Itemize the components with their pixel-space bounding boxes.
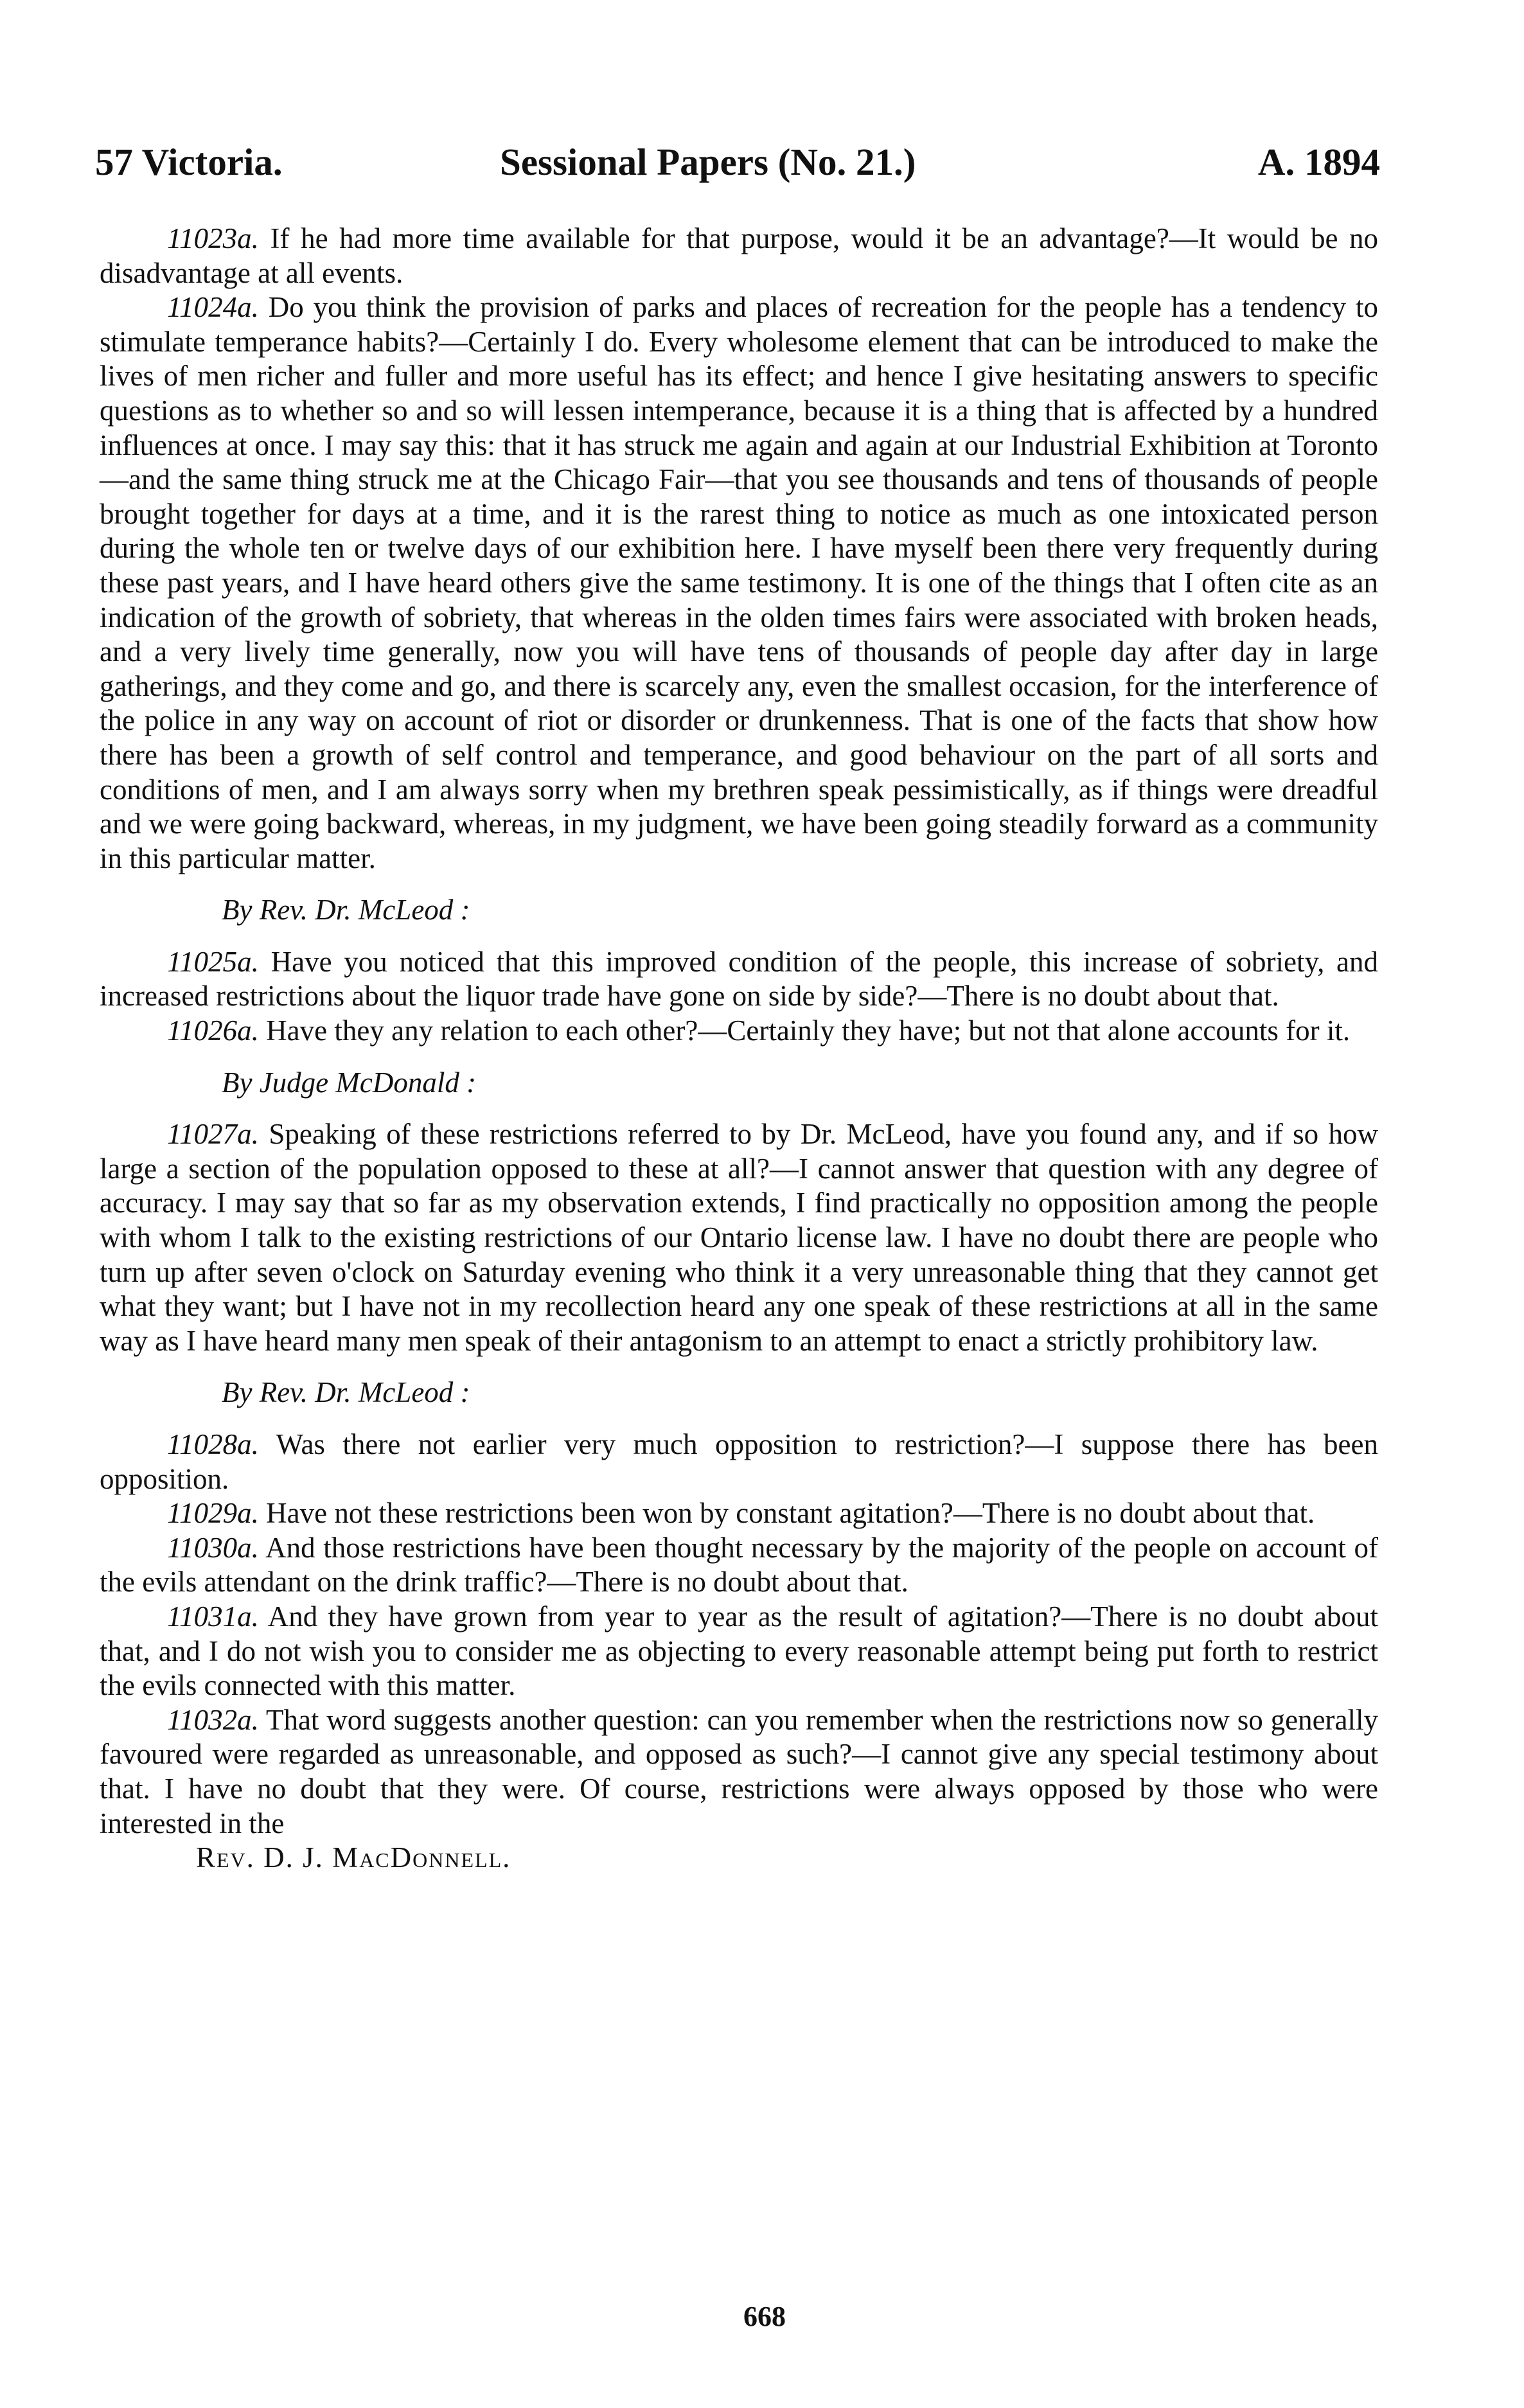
page-number: 668 (743, 2301, 786, 2332)
question-paragraph (100, 1531, 1378, 1600)
question-paragraph (100, 945, 1378, 1014)
question-number: 11032a. (167, 1703, 259, 1736)
question-paragraph (100, 222, 1378, 290)
question-paragraph (100, 1703, 1378, 1841)
question-paragraph (100, 1428, 1378, 1496)
header-year: A. 1894 (1257, 141, 1380, 183)
question-text: Have you noticed that this improved condition of the people, this increase of sobriety, and increased restrictions about the liquor trade have gone on side by side?—There is no doubt about that. (100, 945, 1379, 1013)
question-number: 11025a. (167, 945, 259, 978)
question-paragraph (100, 1600, 1378, 1703)
question-text: Have they any relation to each other?—Certainly they have; but not that alone accounts for it. (266, 1014, 1351, 1047)
question-text: And those restrictions have been thought necessary by the majority of the people on account of the evils attendant on the drink traffic?—There is no doubt about that. (100, 1531, 1378, 1598)
question-number: 11026a. (167, 1014, 259, 1047)
question-number: 11023a. (167, 222, 259, 254)
question-text: Have not these restrictions been won by constant agitation?—There is no doubt about that. (266, 1497, 1315, 1530)
question-number: 11030a. (167, 1531, 259, 1564)
running-header (95, 140, 1380, 191)
header-volume: 57 Victoria. (95, 141, 283, 183)
question-paragraph (100, 290, 1378, 876)
question-text: Was there not earlier very much opposition to restriction?—I suppose there has been opposition. (100, 1428, 1379, 1495)
question-paragraph (100, 1496, 1378, 1531)
question-text: Do you think the provision of parks and places of recreation for the people has a tendency to stimulate temperance habits?—Certainly I do. Every wholesome element that can be introduced to make the lives of men richer and fuller and more useful has its effect; and hence I give hesitating answers to specific questions as to whether so and so will lessen intemperance, because it is a thing that is affected by a hundred influences at once. I may say this: that it has struck me again and again at our Industrial Exhibition at Toronto—and the same thing struck me at the Chicago Fair—that you see thousands and tens of thousands of people brought together for days at a time, and it is the rarest thing to notice as much as one intoxicated person during the whole ten or twelve days of our exhibition here. I have myself been there very frequently during these past years, and I have heard others give the same testimony. It is one of the things that I often cite as an indication of the growth of sobriety, that whereas in the olden times fairs were associated with broken heads, and a very lively time generally, now you will have tens of thousands of people day after day in large gatherings, and they come and go, and there is scarcely any, even the smallest occasion, for the interference of the police in any way on account of riot or disorder or drunkenness. That is one of the facts that show how there has been a growth of self control and temperance, and good behaviour on the part of all sorts and conditions of men, and I am always sorry when my brethren speak pessimistically, as if things were dreadful and we were going backward, whereas, in my judgment, we have been going steadily forward as a community in this particular matter. (100, 291, 1378, 874)
question-number: 11027a. (167, 1118, 259, 1151)
question-paragraph (100, 1117, 1378, 1358)
question-number: 11029a. (167, 1497, 259, 1530)
examiner-byline: By Judge McDonald : (222, 1066, 477, 1099)
question-text: And they have grown from year to year as the result of agitation?—There is no doubt about that, and I do not wish you to consider me as objecting to every reasonable attempt being put forth to restrict the evils connected with this matter. (100, 1600, 1378, 1702)
question-text: That word suggests another question: can you remember when the restrictions now so generally favoured were regarded as unreasonable, and opposed as such?—I cannot give any special testimony about that. I have no doubt that they were. Of course, restrictions were always opposed by those who were interested in the (100, 1703, 1379, 1839)
examiner-byline: By Rev. Dr. McLeod : (222, 1376, 470, 1409)
question-number: 11031a. (167, 1600, 259, 1633)
question-number: 11028a. (167, 1428, 259, 1460)
witness-signature: Rev. D. J. MacDonnell. (196, 1841, 511, 1874)
question-text: If he had more time available for that purpose, would it be an advantage?—It would be no disadvantage at all events. (100, 222, 1379, 289)
page-body (100, 222, 1378, 1875)
question-number: 11024a. (167, 291, 259, 324)
question-text: Speaking of these restrictions referred to by Dr. McLeod, have you found any, and if so how large a section of the population opposed to these at all?—I cannot answer that question with any degree of accuracy. I may say that so far as my observation extends, I find practically no opposition among the people with whom I talk to the existing restrictions of our Ontario license law. I have no doubt there are people who turn up after seven o'clock on Saturday evening who think it a very unreasonable thing that they cannot get what they want; but I have not in my recollection heard any one speak of these restrictions at all in the same way as I have heard many men speak of their antagonism to an attempt to enact a strictly prohibitory law. (100, 1118, 1379, 1357)
examiner-byline: By Rev. Dr. McLeod : (222, 894, 470, 926)
question-paragraph (100, 1014, 1378, 1049)
header-title: Sessional Papers (No. 21.) (500, 141, 916, 183)
